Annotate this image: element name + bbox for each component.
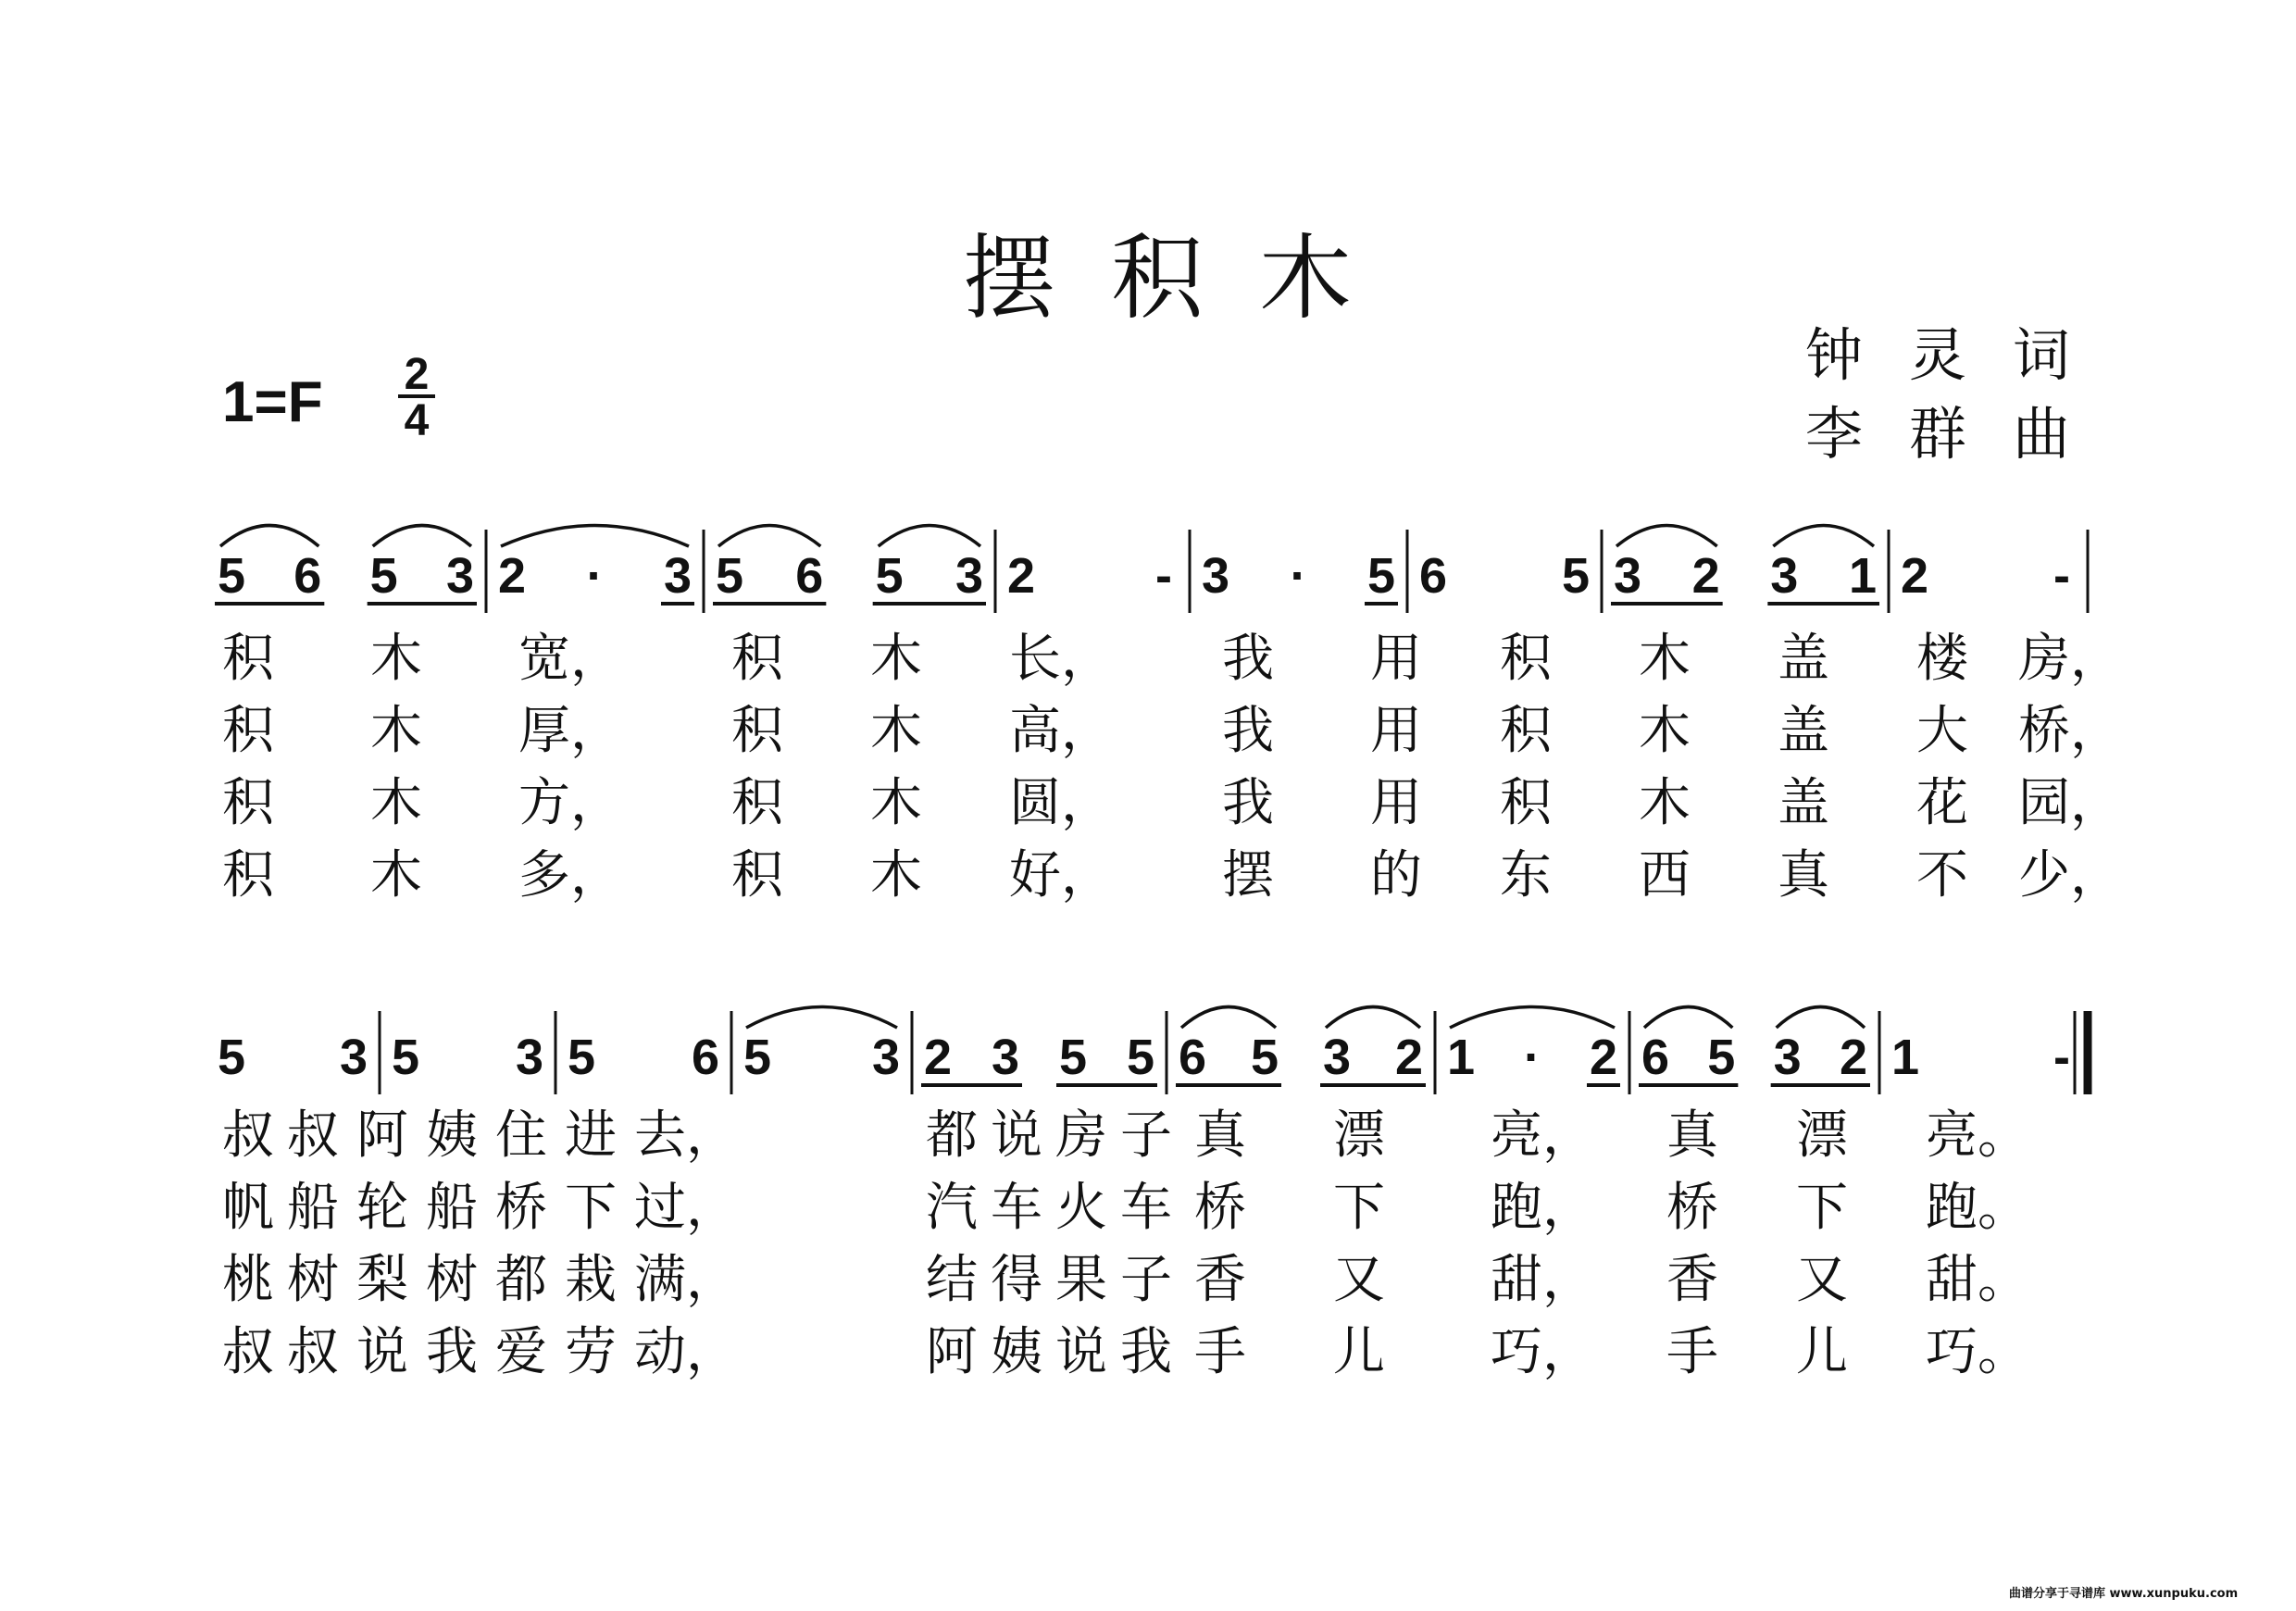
note: 3 <box>1201 548 1230 604</box>
dot-mark: · <box>586 548 604 604</box>
lyric-syllable: 帆 <box>222 1178 274 1238</box>
slur <box>373 526 471 547</box>
note: 3 <box>1770 548 1799 604</box>
lyric-syllable: 手 <box>1666 1322 1718 1382</box>
lyric-syllable: 木 <box>370 773 422 833</box>
note: 5 <box>875 548 904 604</box>
lyric-syllable: 方， <box>518 773 622 833</box>
note: 3 <box>339 1030 368 1085</box>
lyric-syllable: 木 <box>370 701 422 761</box>
lyric-syllable: 住 <box>495 1105 547 1166</box>
lyric-syllable: 梨 <box>356 1250 408 1310</box>
lyric-syllable: 积 <box>1500 701 1552 761</box>
lyric-syllable: 树 <box>426 1250 478 1310</box>
lyric-syllable: 用 <box>1370 701 1422 761</box>
slur <box>1181 1007 1276 1029</box>
slur <box>220 526 318 547</box>
lyric-syllable: 木 <box>870 629 922 689</box>
lyric-syllable: 甜， <box>1491 1250 1594 1310</box>
lyric-syllable: 木 <box>870 773 922 833</box>
lyric-syllable: 桥 <box>1666 1178 1718 1238</box>
lyric-syllable: 果 <box>1055 1250 1107 1310</box>
lyric-syllable: 真 <box>1666 1105 1718 1166</box>
lyric-syllable: 栽 <box>565 1250 617 1310</box>
note: 2 <box>497 548 527 604</box>
lyric-syllable: 手 <box>1194 1322 1246 1382</box>
note: 5 <box>217 1030 246 1085</box>
note: 3 <box>1322 1030 1352 1085</box>
lyric-syllable: 圆， <box>1009 773 1113 833</box>
lyric-syllable: 儿 <box>1796 1322 1848 1382</box>
note: 5 <box>1707 1030 1736 1085</box>
lyric-syllable: 动， <box>634 1322 738 1382</box>
lyric-syllable: 漂 <box>1333 1105 1385 1166</box>
note: 5 <box>1366 548 1396 604</box>
lyric-syllable: 巧。 <box>1926 1322 2029 1382</box>
lyric-syllable: 爱 <box>495 1322 547 1382</box>
key-signature: 1=F <box>222 370 323 434</box>
lyric-syllable: 多， <box>518 845 622 905</box>
lyric-syllable: 摆 <box>1222 845 1274 905</box>
lyric-syllable: 车 <box>991 1178 1042 1238</box>
note: 5 <box>217 548 246 604</box>
lyric-syllable: 楼 <box>1916 629 1968 689</box>
lyric-syllable: 子 <box>1120 1250 1172 1310</box>
lyric-syllable: 姨 <box>426 1105 478 1166</box>
lyric-syllable: 漂 <box>1796 1105 1848 1166</box>
lyric-syllable: 子 <box>1120 1105 1172 1166</box>
lyric-syllable: 过， <box>634 1178 738 1238</box>
lyric-syllable: 少， <box>2018 845 2122 905</box>
lyric-syllable: 满， <box>634 1250 738 1310</box>
composer-credit: 李群曲 <box>1805 400 2117 468</box>
note: 2 <box>1394 1030 1424 1085</box>
note: 5 <box>1250 1030 1279 1085</box>
lyric-syllable: 我 <box>426 1322 478 1382</box>
lyric-syllable: 跑， <box>1491 1178 1594 1238</box>
note: 2 <box>1006 548 1036 604</box>
lyric-syllable: 盖 <box>1778 629 1829 689</box>
lyric-syllable: 汽 <box>926 1178 978 1238</box>
slur <box>718 526 820 547</box>
lyric-syllable: 木 <box>370 629 422 689</box>
slur <box>1326 1007 1420 1029</box>
notation-body <box>215 526 2122 1383</box>
slur <box>1644 1007 1732 1029</box>
dash-mark: - <box>1155 548 1172 604</box>
lyric-syllable: 跑。 <box>1926 1178 2029 1238</box>
lyric-syllable: 叔 <box>287 1322 339 1382</box>
lyric-syllable: 车 <box>1120 1178 1172 1238</box>
slur <box>746 1007 897 1029</box>
lyric-syllable: 好， <box>1009 845 1113 905</box>
lyricist-credit: 钟灵词 <box>1805 321 2117 389</box>
lyric-syllable: 甜。 <box>1926 1250 2029 1310</box>
note: 5 <box>391 1030 420 1085</box>
lyric-syllable: 得 <box>991 1250 1042 1310</box>
note: 3 <box>515 1030 544 1085</box>
lyric-syllable: 香 <box>1666 1250 1718 1310</box>
lyric-syllable: 房 <box>1055 1105 1107 1166</box>
lyric-syllable: 巧， <box>1491 1322 1594 1382</box>
note: 2 <box>1691 548 1720 604</box>
lyric-syllable: 下 <box>565 1178 617 1238</box>
lyric-syllable: 船 <box>426 1178 478 1238</box>
dot-mark: · <box>1290 548 1307 604</box>
note: 3 <box>445 548 475 604</box>
lyric-syllable: 又 <box>1333 1250 1385 1310</box>
lyric-syllable: 木 <box>1639 773 1691 833</box>
lyric-syllable: 积 <box>222 773 274 833</box>
watermark-text: 曲谱分享于寻谱库 www.xunpuku.com <box>2009 1587 2239 1601</box>
note: 6 <box>1418 548 1448 604</box>
slur <box>1777 1007 1865 1029</box>
note: 5 <box>1058 1030 1088 1085</box>
slur <box>1773 526 1874 547</box>
lyric-syllable: 劳 <box>565 1322 617 1382</box>
note: 1 <box>1446 1030 1476 1085</box>
lyric-syllable: 都 <box>926 1105 978 1166</box>
lyric-syllable: 火 <box>1055 1178 1107 1238</box>
lyric-syllable: 木 <box>370 845 422 905</box>
lyric-syllable: 叔 <box>222 1105 274 1166</box>
note: 5 <box>1561 548 1591 604</box>
lyric-syllable: 积 <box>222 845 274 905</box>
note: 2 <box>923 1030 953 1085</box>
lyric-syllable: 东 <box>1500 845 1552 905</box>
lyric-syllable: 我 <box>1222 773 1274 833</box>
note: 6 <box>293 548 322 604</box>
dash-mark: - <box>2053 1030 2070 1085</box>
lyric-syllable: 叔 <box>222 1322 274 1382</box>
note: 3 <box>1773 1030 1802 1085</box>
note: 5 <box>742 1030 772 1085</box>
lyric-syllable: 都 <box>495 1250 547 1310</box>
note: 3 <box>663 548 693 604</box>
lyric-syllable: 我 <box>1222 701 1274 761</box>
note: 6 <box>795 548 824 604</box>
note: 1 <box>1890 1030 1920 1085</box>
lyric-syllable: 盖 <box>1778 701 1829 761</box>
lyric-syllable: 西 <box>1639 845 1691 905</box>
lyric-syllable: 下 <box>1796 1178 1848 1238</box>
note: 2 <box>1839 1030 1868 1085</box>
note: 2 <box>1589 1030 1618 1085</box>
lyric-syllable: 积 <box>731 701 783 761</box>
lyric-syllable: 进 <box>565 1105 617 1166</box>
lyric-syllable: 积 <box>222 629 274 689</box>
lyric-syllable: 用 <box>1370 773 1422 833</box>
song-title: 摆积木 <box>963 224 1407 332</box>
note: 5 <box>369 548 398 604</box>
lyric-syllable: 去， <box>634 1105 738 1166</box>
lyric-syllable: 高， <box>1009 701 1113 761</box>
note: 6 <box>691 1030 720 1085</box>
lyric-syllable: 轮 <box>356 1178 408 1238</box>
lyric-syllable: 房， <box>2018 629 2122 689</box>
lyric-syllable: 厚， <box>518 701 622 761</box>
lyric-syllable: 叔 <box>287 1105 339 1166</box>
lyric-syllable: 桥， <box>2018 701 2122 761</box>
lyric-syllable: 积 <box>731 629 783 689</box>
lyric-syllable: 盖 <box>1778 773 1829 833</box>
lyric-syllable: 亮。 <box>1926 1105 2029 1166</box>
time-signature-denominator: 4 <box>404 396 430 445</box>
slur <box>879 526 980 547</box>
lyric-syllable: 船 <box>287 1178 339 1238</box>
note: 3 <box>871 1030 901 1085</box>
lyric-syllable: 木 <box>1639 629 1691 689</box>
dot-mark: · <box>1524 1030 1541 1085</box>
lyric-syllable: 桃 <box>222 1250 274 1310</box>
note: 5 <box>1126 1030 1155 1085</box>
lyric-syllable: 姨 <box>991 1322 1042 1382</box>
note: 5 <box>567 1030 596 1085</box>
lyric-syllable: 积 <box>731 845 783 905</box>
lyric-syllable: 又 <box>1796 1250 1848 1310</box>
lyric-syllable: 积 <box>731 773 783 833</box>
note: 6 <box>1178 1030 1207 1085</box>
lyric-syllable: 说 <box>356 1322 408 1382</box>
lyric-syllable: 桥 <box>495 1178 547 1238</box>
note: 3 <box>1613 548 1642 604</box>
lyric-syllable: 木 <box>870 845 922 905</box>
lyric-syllable: 大 <box>1916 701 1968 761</box>
lyric-syllable: 结 <box>926 1250 978 1310</box>
lyric-syllable: 下 <box>1333 1178 1385 1238</box>
note: 2 <box>1900 548 1929 604</box>
note: 3 <box>991 1030 1020 1085</box>
lyric-syllable: 木 <box>870 701 922 761</box>
lyric-syllable: 用 <box>1370 629 1422 689</box>
lyric-syllable: 积 <box>1500 773 1552 833</box>
lyric-syllable: 花 <box>1916 773 1968 833</box>
lyric-syllable: 宽， <box>518 629 622 689</box>
lyric-syllable: 我 <box>1222 629 1274 689</box>
lyric-syllable: 长， <box>1009 629 1113 689</box>
lyric-syllable: 积 <box>222 701 274 761</box>
lyric-syllable: 桥 <box>1194 1178 1246 1238</box>
lyric-syllable: 真 <box>1778 845 1829 905</box>
lyric-syllable: 真 <box>1194 1105 1246 1166</box>
lyric-syllable: 木 <box>1639 701 1691 761</box>
lyric-syllable: 香 <box>1194 1250 1246 1310</box>
lyric-syllable: 说 <box>991 1105 1042 1166</box>
slur <box>1616 526 1717 547</box>
lyric-syllable: 我 <box>1120 1322 1172 1382</box>
slur <box>1450 1007 1615 1029</box>
slur <box>501 526 689 547</box>
note: 6 <box>1641 1030 1670 1085</box>
time-signature-numerator: 2 <box>404 350 430 399</box>
note: 1 <box>1848 548 1878 604</box>
lyric-syllable: 园， <box>2018 773 2122 833</box>
note: 3 <box>955 548 984 604</box>
lyric-syllable: 的 <box>1370 845 1422 905</box>
note: 5 <box>715 548 744 604</box>
lyric-syllable: 说 <box>1055 1322 1107 1382</box>
lyric-syllable: 阿 <box>356 1105 408 1166</box>
lyric-syllable: 阿 <box>926 1322 978 1382</box>
dash-mark: - <box>2053 548 2070 604</box>
lyric-syllable: 亮， <box>1491 1105 1594 1166</box>
lyric-syllable: 树 <box>287 1250 339 1310</box>
lyric-syllable: 积 <box>1500 629 1552 689</box>
lyric-syllable: 儿 <box>1333 1322 1385 1382</box>
lyric-syllable: 不 <box>1916 845 1968 905</box>
